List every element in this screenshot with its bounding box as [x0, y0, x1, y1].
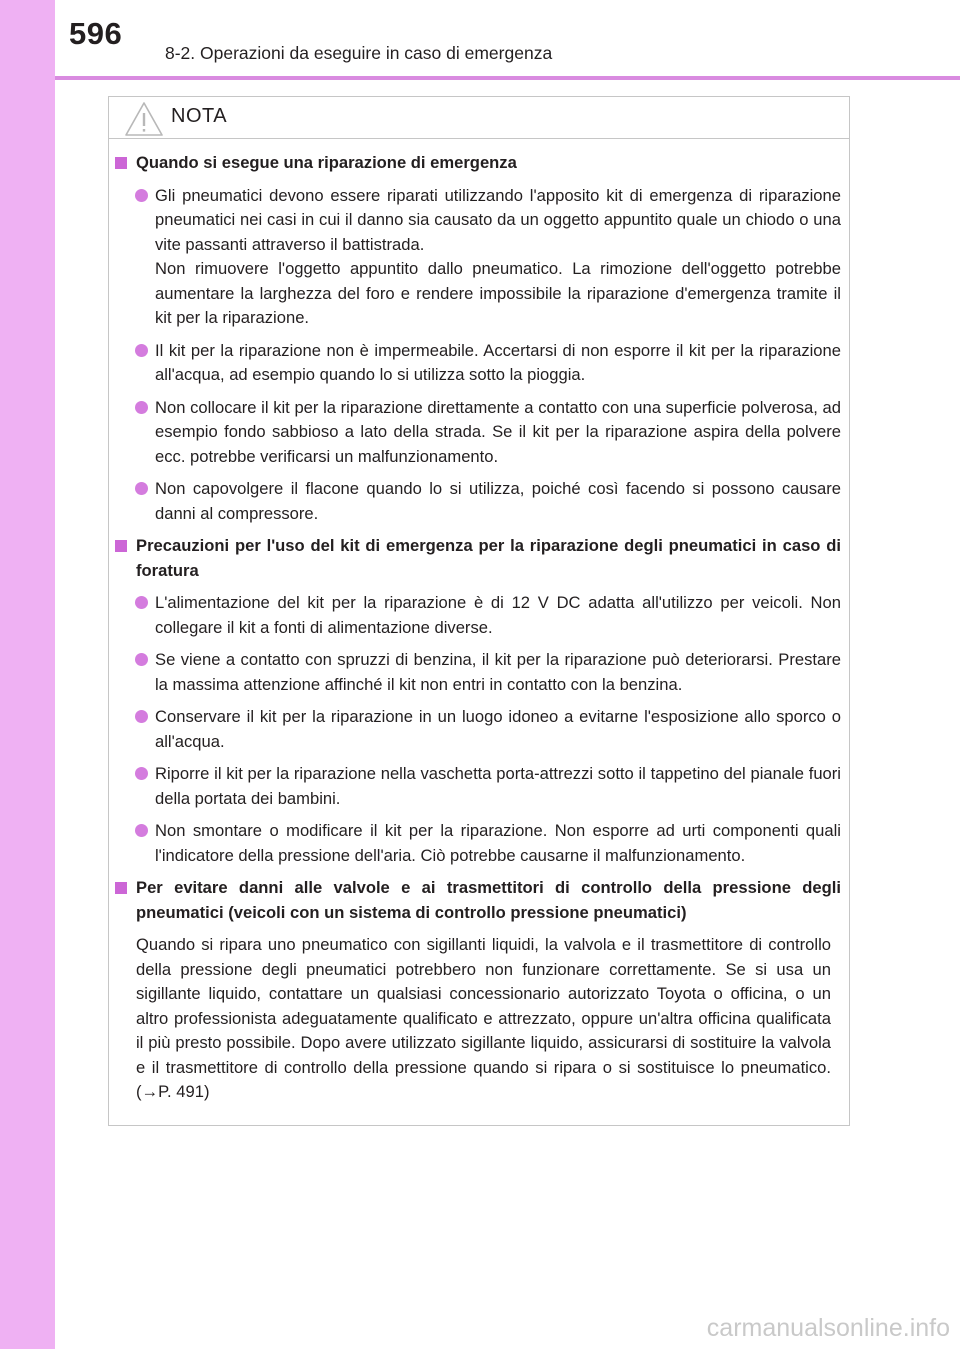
- square-bullet-icon: [115, 882, 127, 894]
- watermark: carmanualsonline.info: [706, 1314, 950, 1342]
- note-box: [108, 96, 850, 1126]
- circle-bullet-icon: [135, 189, 148, 202]
- note-title: NOTA: [171, 105, 228, 127]
- circle-bullet-icon: [135, 596, 148, 609]
- list-item: Gli pneumatici devono essere riparati utilizzando l'apposito kit di emergenza di riparazione pneumatici nei casi in cui il danno sia causato da un oggetto appuntito quale un chiodo o una vite passanti attraverso il battistrada. Non rimuovere l'oggetto appuntito dallo pneumatico. La rimozione dell'oggetto potrebbe aumentare la larghezza del foro e rendere impossibile la riparazione d'emergenza tramite il kit per la riparazione.: [130, 184, 841, 331]
- left-margin-band: [0, 0, 55, 1349]
- circle-bullet-icon: [135, 824, 148, 837]
- list-item: Non capovolgere il flacone quando lo si utilizza, poiché così facendo si possono causare danni al compressore.: [130, 477, 841, 526]
- list-item: L'alimentazione del kit per la riparazione è di 12 V DC adatta all'utilizzo per veicoli. Non collegare il kit a fonti di alimentazione diverse.: [130, 591, 841, 640]
- note-header: [109, 97, 849, 139]
- section-title: 8-2. Operazioni da eseguire in caso di emergenza: [165, 43, 553, 63]
- section-heading: Precauzioni per l'uso del kit di emergenza per la riparazione degli pneumatici in caso di foratura: [115, 534, 841, 583]
- list-item: Non collocare il kit per la riparazione direttamente a contatto con una superficie polverosa, ad esempio fondo sabbioso a lato della strada. Se il kit per la riparazione aspira della polvere ecc. potrebbe verificarsi un malfunzionamento.: [130, 396, 841, 470]
- list-item: Non smontare o modificare il kit per la riparazione. Non esporre ad urti componenti quali l'indicatore della pressione dell'aria. Ciò potrebbe causarne il malfunzionamento.: [130, 819, 841, 868]
- circle-bullet-icon: [135, 653, 148, 666]
- paragraph: Quando si ripara uno pneumatico con sigillanti liquidi, la valvola e il trasmettitore di controllo della pressione degli pneumatici potrebbero non funzionare correttamente. Se si usa un sigillante liquido, contattare un qualsiasi concessionario autorizzato Toyota o officina, o un altro professionista adeguatamente qualificato e attrezzato, oppure un'altra officina qualificata il più presto possibile. Dopo avere utilizzato sigillante liquido, assicurarsi di sostituire la valvola e il trasmettitore di controllo della pressione quando si ripara o si sostituisce lo pneumatico. (→P. 491): [136, 935, 831, 1101]
- section-heading: Per evitare danni alle valvole e ai trasmettitori di controllo della pressione degli pneumatici (veicoli con un sistema di controllo pressione pneumatici): [115, 876, 841, 925]
- circle-bullet-icon: [135, 482, 148, 495]
- list-item: Conservare il kit per la riparazione in un luogo idoneo a evitarne l'esposizione allo sporco o all'acqua.: [130, 705, 841, 754]
- list-item: Il kit per la riparazione non è impermeabile. Accertarsi di non esporre il kit per la riparazione all'acqua, ad esempio quando lo si utilizza sotto la pioggia.: [130, 339, 841, 388]
- warning-triangle-icon: [124, 101, 164, 137]
- page-number: 596: [69, 16, 123, 51]
- circle-bullet-icon: [135, 767, 148, 780]
- list-item: Se viene a contatto con spruzzi di benzina, il kit per la riparazione può deteriorarsi. Prestare la massima attenzione affinché il kit non entri in contatto con la benzina.: [130, 648, 841, 697]
- circle-bullet-icon: [135, 344, 148, 357]
- section-heading: Quando si esegue una riparazione di emergenza: [115, 151, 841, 176]
- square-bullet-icon: [115, 540, 127, 552]
- note-content: [109, 151, 849, 1105]
- circle-bullet-icon: [135, 401, 148, 414]
- header-rule: [55, 76, 960, 80]
- square-bullet-icon: [115, 157, 127, 169]
- list-item: Riporre il kit per la riparazione nella vaschetta porta-attrezzi sotto il tappetino del pianale fuori della portata dei bambini.: [130, 762, 841, 811]
- circle-bullet-icon: [135, 710, 148, 723]
